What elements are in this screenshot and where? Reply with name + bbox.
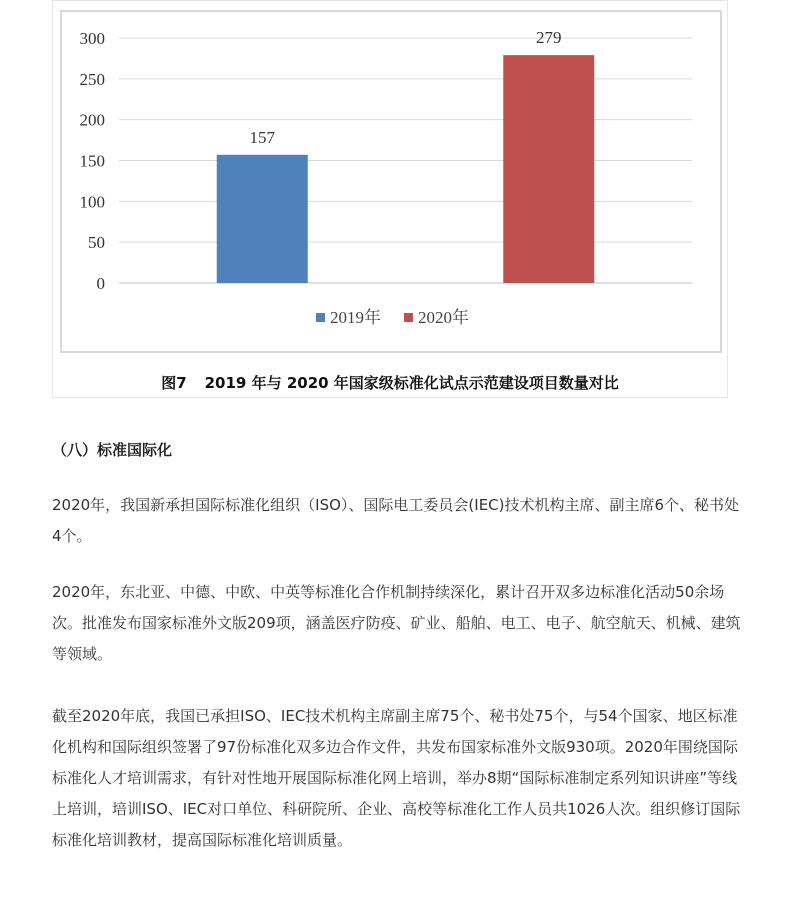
y-tick-label: 250 xyxy=(79,69,105,89)
data-label: 157 xyxy=(249,127,275,147)
legend-swatch xyxy=(316,313,325,322)
y-tick-label: 300 xyxy=(79,29,105,48)
figure-label: 图7 xyxy=(161,374,187,392)
y-tick-label: 50 xyxy=(88,233,105,253)
data-label: 279 xyxy=(536,28,562,48)
legend-label: 2020年 xyxy=(418,308,469,327)
section-heading: （八）标准国际化 xyxy=(52,441,173,459)
bar xyxy=(217,155,308,283)
figure-caption xyxy=(52,372,728,393)
chart-svg xyxy=(62,12,720,351)
legend-label: 2019年 xyxy=(330,308,381,327)
paragraph-3: 截至2020年底，我国已承担ISO、IEC技术机构主席副主席75个、秘书处75个，与54个国家、地区标准化机构和国际组织签署了97份标准化双多边合作文件，共发布国家标准外文版930项。2020年围绕国际标准化人才培训需求，有针对性地开展国际标准化网上培训，举办8期“国际标准制定系列知识讲座”等线上培训，培训ISO、IEC对口单位、科研院所、企业、高校等标准化工作人员共1026人次。组织修订国际标准化培训教材，提高国际标准化培训质量。 xyxy=(52,707,741,849)
bar-chart xyxy=(60,10,722,353)
paragraph-2: 2020年，东北亚、中德、中欧、中英等标准化合作机制持续深化，累计召开双多边标准化活动50余场次。批准发布国家标准外文版209项，涵盖医疗防疫、矿业、船舶、电工、电子、航空航天、机械、建筑等领域。 xyxy=(52,583,741,663)
y-tick-label: 150 xyxy=(79,151,105,171)
y-tick-label: 0 xyxy=(96,274,105,293)
figure-title: 2019 年与 2020 年国家级标准化试点示范建设项目数量对比 xyxy=(204,374,619,392)
y-tick-label: 200 xyxy=(79,110,105,130)
y-tick-label: 100 xyxy=(79,192,105,212)
bar xyxy=(503,55,594,283)
legend-swatch xyxy=(404,313,413,322)
paragraph-1: 2020年，我国新承担国际标准化组织（ISO）、国际电工委员会(IEC)技术机构主席、副主席6个、秘书处4个。 xyxy=(52,496,740,545)
